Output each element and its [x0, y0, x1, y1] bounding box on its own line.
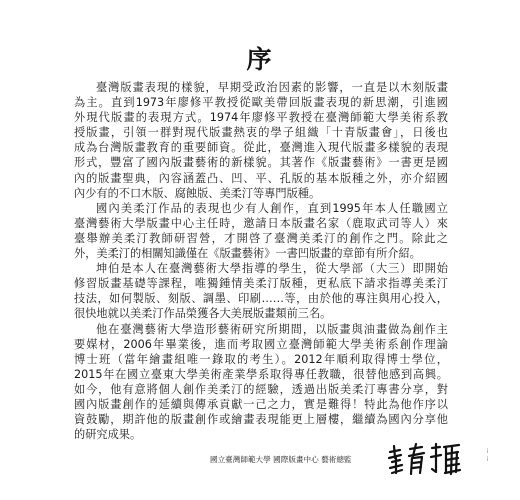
text-line: 臺灣版畫表現的樣貌，早期受政治因素的影響，一直是以木刻版畫: [96, 81, 448, 94]
text-line: 內少有的不口木版、腐蝕版、美柔汀等專門版種。: [74, 186, 321, 200]
text-line: 成為台灣版畫教育的重要師資。從此，臺灣進入現代版畫多樣貌的表現: [74, 141, 448, 155]
text-line: 為主。直到1973年廖修平教授從歐美帶回版畫表現的新思潮，引進國: [74, 96, 448, 110]
paragraph: [74, 261, 448, 321]
preface-body: [74, 80, 448, 442]
text-line: 形式，豐富了國內版畫藝術的新樣貌。其著作《版畫藝術》一書更是國: [74, 156, 448, 170]
text-line: 修習版畫基礎等課程，唯獨鍾情美柔汀版種，更私底下請求指導美柔汀: [74, 277, 448, 291]
signature-block: [210, 442, 470, 482]
text-line: 臺舉辦美柔汀教師研習營，才開啓了臺灣美柔汀的創作之門。除此之: [74, 231, 448, 245]
text-line: 2015年在國立臺東大學美術產業學系取得專任教職，很替他感到高興。: [74, 367, 448, 381]
paragraph: [74, 201, 448, 261]
text-line: 技法，如何製版、刻版、調墨、印刷……等，由於他的專注與用心投入，: [74, 292, 448, 306]
text-line: 的研究成果。: [74, 428, 142, 442]
text-line: 外現代版畫的表現方式。1974年廖修平教授在臺灣師範大學美術系教: [74, 111, 448, 125]
text-line: 他在臺灣藝術大學造形藝術研究所期間，以版畫與油畫做為創作主: [96, 322, 448, 336]
text-line: 國內版畫創作的延續與傳承貢獻一己之力，實是難得！特此為他作序以: [74, 397, 448, 411]
text-line: 如今，他有意將個人創作美柔汀的經驗，透過出版美柔汀專書分享，對: [74, 382, 448, 396]
paragraph: [74, 80, 448, 201]
text-line: 博士班（當年繪畫組唯一錄取的考生）。2012年順利取得博士學位，: [74, 352, 448, 366]
text-line: 臺灣藝術大學版畫中心主任時，邀請日本版畫名家（鹿取武司等人）來: [74, 216, 448, 230]
page-title: 序: [246, 45, 274, 74]
page-number: ⅰⅰ: [484, 448, 491, 464]
text-line: 外，美柔汀的相關知識僅在《版畫藝術》一書凹版畫的章節有所介紹。: [74, 247, 421, 261]
text-line: 內的版畫聖典，內容涵蓋凸、凹、平、孔版的基本版種之外，亦介紹國: [74, 171, 448, 185]
text-line: 坤伯是本人在臺灣藝術大學指導的學生，從大學部（大三）即開始: [96, 262, 448, 276]
text-line: 國內美柔汀作品的表現也少有人創作，直到1995年本人任職國立: [96, 201, 448, 215]
text-line: 要媒材，2006年畢業後，進而考取國立臺灣師範大學美術系創作理論: [74, 337, 448, 351]
affiliation-label: 國立臺灣師範大學 國際版畫中心 藝術總監: [210, 455, 352, 464]
handwritten-signature: [386, 442, 464, 478]
text-line: 授版畫，引領一群對現代版畫熱衷的學子組織「十青版畫會」，日後也: [74, 126, 448, 140]
text-line: 資鼓勵，期許他的版畫創作或繪畫表現能更上層樓，繼續為國內分享他: [74, 413, 448, 427]
text-line: 很快地就以美柔汀作品榮獲各大美展版畫類前三名。: [74, 307, 332, 321]
paragraph: [74, 322, 448, 443]
